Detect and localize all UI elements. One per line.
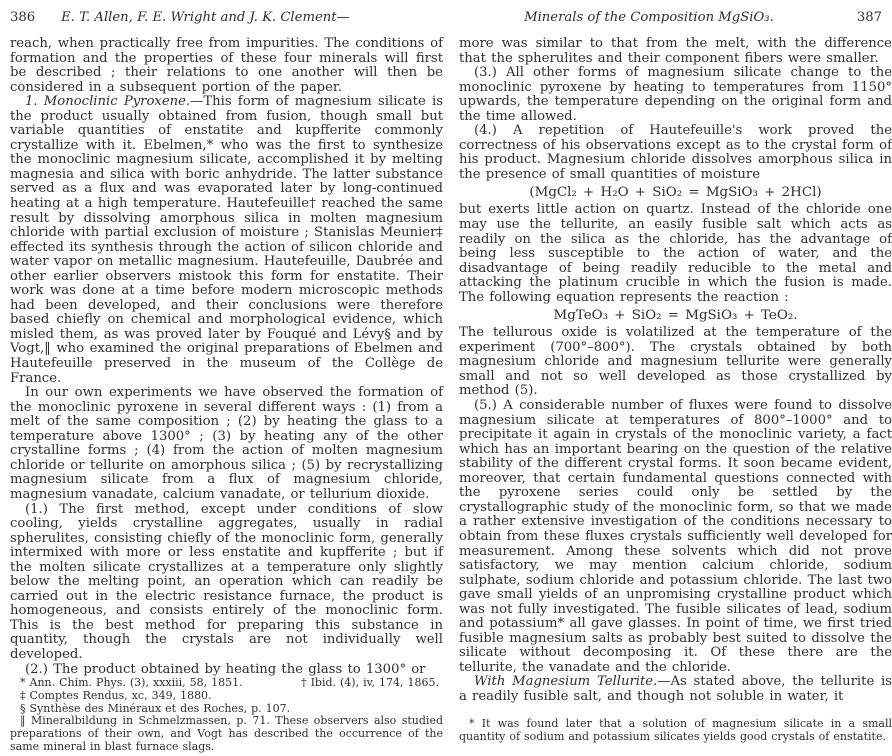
paragraph-text: —As stated above, the tellurite is a readily fusible salt, and though not soluble in water, it — [459, 674, 892, 704]
footnotes-left — [10, 677, 443, 756]
paragraph — [459, 675, 892, 704]
section-heading-italic: 1. Monoclinic Pyroxene. — [25, 94, 191, 110]
footnote: ‖ Mineralbildung in Schmelzmassen, p. 71. These observers also studied preparations of their own, and Vogt has described the occurrence of the same mineral in blast furnace slags. — [10, 714, 443, 754]
running-head-right-title: Minerals of the Composition MgSiO₃. — [524, 10, 774, 25]
footnote: * Ann. Chim. Phys. (3), xxxiii, 58, 1851. — [20, 676, 243, 690]
right-column-body — [459, 37, 892, 705]
chemical-equation: MgTeO₃ + SiO₂ = MgSiO₃ + TeO₂. — [553, 308, 798, 324]
paragraph: The tellurous oxide is volatilized at the temperature of the experiment (700°–800°). The crystals obtained by both magnesium chloride and magnesium tellurite were generally small and not so well developed as those crystallized by method (5). — [459, 325, 892, 399]
section-heading-italic: With Magnesium Tellurite. — [474, 674, 658, 690]
left-column-body — [10, 37, 443, 677]
footnote: § Synthèse des Minéraux et des Roches, p. 107. — [20, 701, 291, 715]
running-head-left-title: E. T. Allen, F. E. Wright and J. K. Clement— — [61, 10, 350, 25]
paragraph: more was similar to that from the melt, with the difference that the spherulites and their component fibers were smaller. — [459, 36, 892, 66]
paragraph: reach, when practically free from impurities. The conditions of formation and the properties of these four minerals will first be described ; their relations to one another will then be considered in a subsequent portion of the paper. — [10, 36, 443, 95]
page-number-right: 387 — [856, 10, 882, 25]
footnotes-right — [459, 718, 892, 746]
paragraph-text: —This form of magnesium silicate is the product usually obtained from fusion, though small but variable quantities of enstatite and kupfferite commonly crystallize with it. Ebelmen,* who was the first to synthesize the monoclinic magnesium silicate, accomplished it by melting magnesia and silica with boric anhydride. The latter substance served as a flux and was evaporated later by long-continued heating at a high temperature. Hautefeuille† reached the same result by dissolving amorphous silica in molten magnesium chloride with partial exclusion of moisture ; Stanislas Meunier‡ effected its synthesis through the action of silicon chloride and water vapor on metallic magnesium. Hautefeuille, Daubrée and other earlier observers mistook this form for enstatite. Their work was done at a time before modern microscopic methods had been developed, and their conclusions were therefore based chiefly on chemical and morphological evidence, which misled them, as was proved later by Fouqué and Lévy§ and by Vogt,‖ who examined the original preparations of Ebelmen and Hautefeuille preserved in the museum of the Collège de France. — [10, 94, 443, 386]
paragraph: but exerts little action on quartz. Instead of the chloride one may use the tellurite, an easily fusible salt which acts as readily on the silica as the chloride, has the advantage of being less susceptible to the action of water, and the disadvantage of being readily reducible to the metal and attacking the platinum crucible in which the fusion is made. The following equation represents the reaction : — [459, 202, 892, 305]
page-right — [459, 10, 892, 746]
paragraph — [10, 95, 443, 386]
footnote: † Ibid. (4), iv, 174, 1865. — [301, 676, 439, 690]
footnote-row — [10, 677, 443, 690]
chemical-equation: (MgCl₂ + H₂O + SiO₂ = MgSiO₃ + 2HCl) — [529, 185, 822, 201]
paragraph: (4.) A repetition of Hautefeuille's work proved the correctness of his observations except as to the crystal form of his product. Magnesium chloride dissolves amorphous silica in the presence of small quantities of moisture — [459, 123, 892, 182]
paragraph: (2.) The product obtained by heating the glass to 1300° or — [25, 661, 426, 677]
paragraph: (5.) A considerable number of fluxes were found to dissolve magnesium silicate at temperatures of 800°–1000° and to precipitate it again in crystals of the monoclinic variety, a fact which has an important bearing on the question of the relative stability of the different crystal forms. It soon became evident, moreover, that certain fundamental questions connected with the pyroxene series could only be settled by the crystallographic study of the monoclinic form, so that we made a rather extensive investigation of the conditions necessary to obtain from these fluxes crystals sufficiently well developed for measurement. Among these solvents which did not prove satisfactory, we may mention calcium chloride, sodium sulphate, sodium chloride and potassium chloride. The last two gave small yields of an unpromising crystalline product which was not fully investigated. The fusible silicates of lead, sodium and potassium* all gave glasses. In point of time, we first tried fusible magnesium salts as probably best suited to dissolve the silicate without decomposing it. Of these there are the tellurite, the vanadate and the chloride. — [459, 398, 892, 675]
footnote: ‡ Comptes Rendus, xc, 349, 1880. — [20, 688, 212, 702]
paragraph: In our own experiments we have observed the formation of the monoclinic pyroxene in several different ways : (1) from a melt of the same composition ; (2) by heating the glass to a temperature above 1300° ; (3) by heating any of the other crystalline forms ; (4) from the action of molten magnesium chloride or tellurite on amorphous silica ; (5) by recrystallizing magnesium silicate from a flux of magnesium chloride, magnesium vanadate, calcium vanadate, or tellurium dioxide. — [10, 385, 443, 502]
page-number-left: 386 — [10, 10, 36, 25]
paragraph: (3.) All other forms of magnesium silicate change to the monoclinic pyroxene by heating to temperatures from 1150° upwards, the temperature depending on the original form and the time allowed. — [459, 65, 892, 124]
running-head-left — [10, 10, 443, 26]
page-left — [10, 10, 443, 754]
paragraph: (1.) The first method, except under conditions of slow cooling, yields crystalline aggregates, usually in radial spherulites, consisting chiefly of the monoclinic form, generally intermixed with more or less enstatite and kupfferite ; but if the molten silicate crystallizes at a temperature only slightly below the melting point, an operation which can readily be carried out in the electric resistance furnace, the product is homogeneous, and consists entirely of the monoclinic form. This is the best method for preparing this substance in quantity, though the crystals are not individually well developed. — [10, 501, 443, 662]
footnote: * It was found later that a solution of magnesium silicate in a small quantity of sodium and potassium silicates yields good crystals of enstatite. — [459, 717, 892, 744]
running-head-right — [459, 10, 892, 26]
